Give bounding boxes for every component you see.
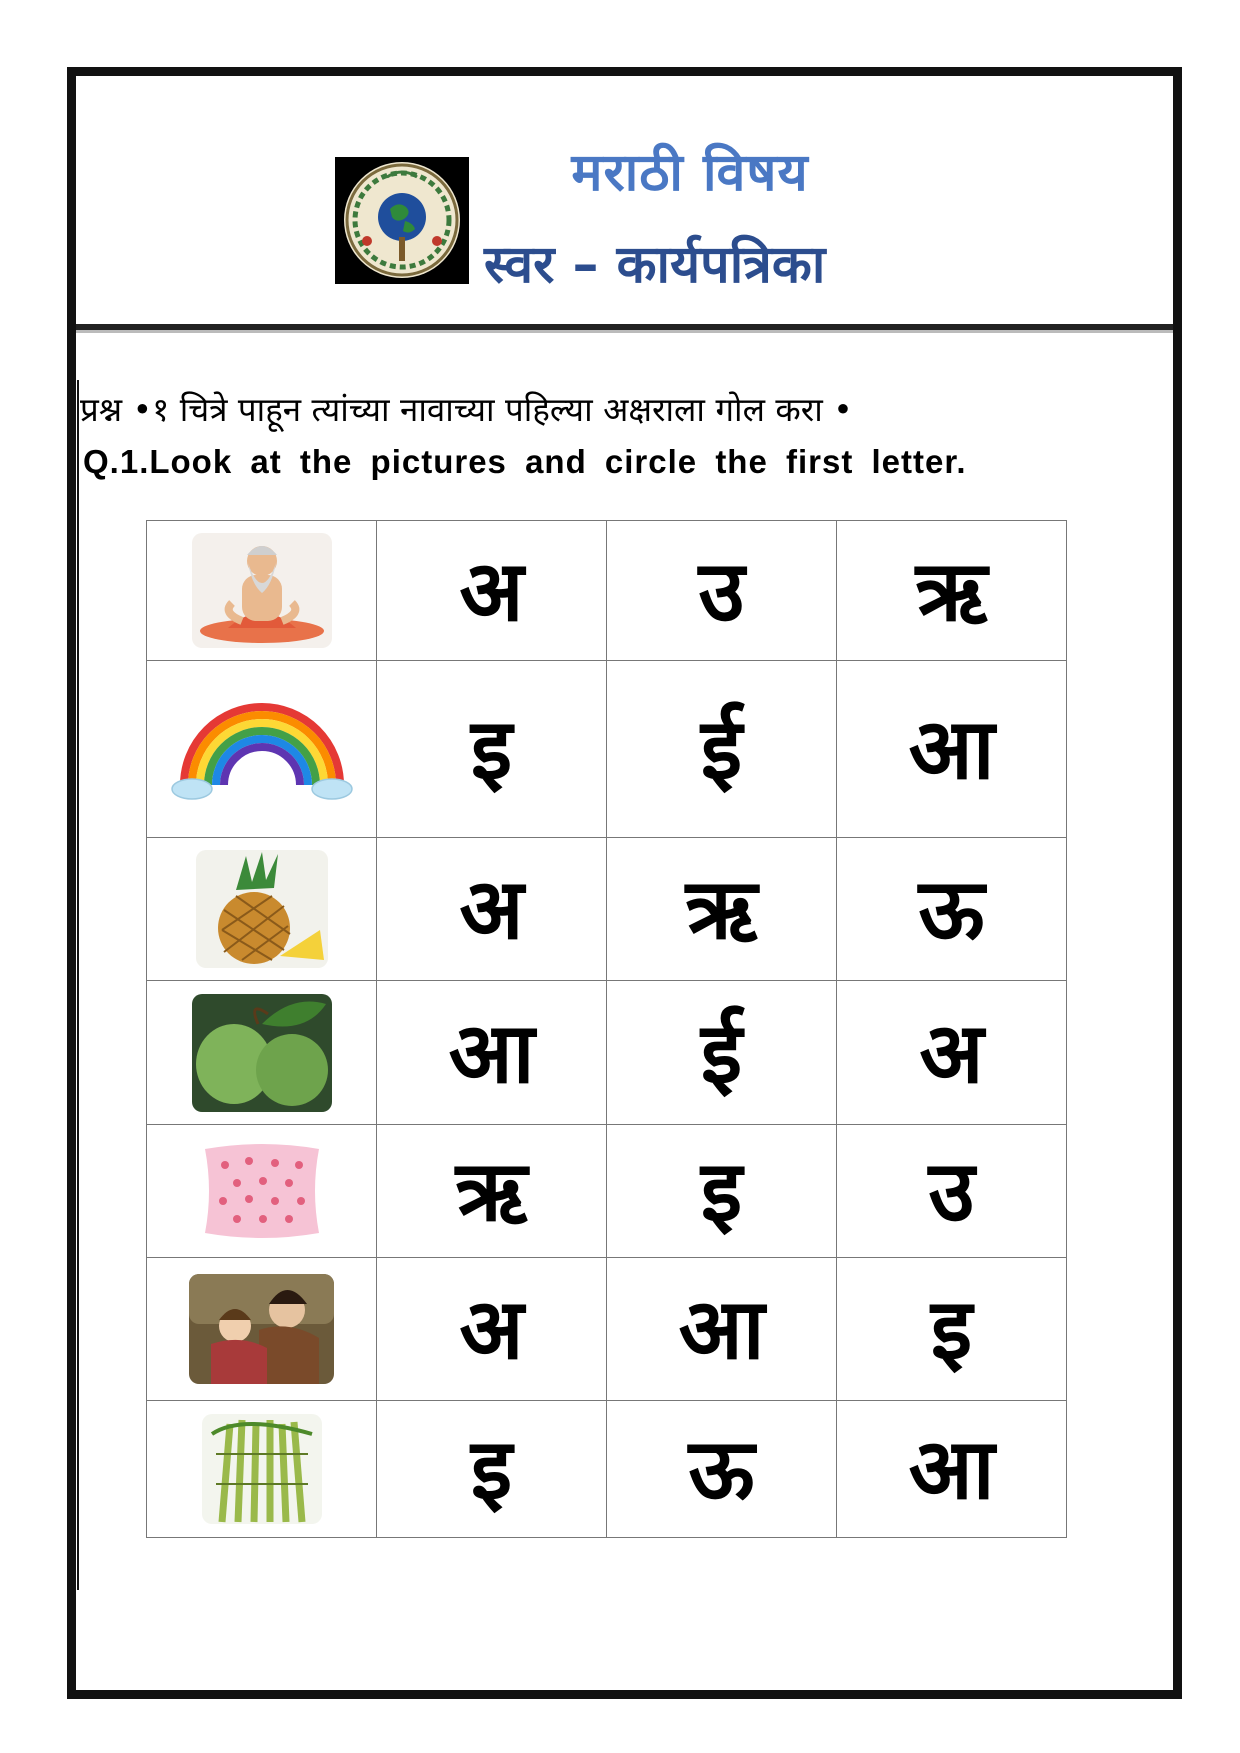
option-letter[interactable]: ई (607, 661, 837, 838)
sugarcane-icon (202, 1414, 322, 1524)
question-marathi: प्रश्न •१ चित्रे पाहून त्यांच्या नावाच्या पहिल्या अक्षराला गोल करा • (80, 390, 853, 429)
option-letter[interactable]: इ (837, 1258, 1067, 1401)
rainbow-icon (170, 697, 354, 802)
school-emblem-icon (335, 157, 469, 284)
picture-cell (147, 838, 377, 981)
table-row (147, 661, 1067, 838)
option-letter[interactable]: ऊ (837, 838, 1067, 981)
left-margin-line (77, 380, 79, 1590)
option-letter[interactable]: उ (607, 521, 837, 661)
option-letter[interactable]: अ (377, 838, 607, 981)
question-english: Q.1.Look at the pictures and circle the first letter. (83, 443, 967, 480)
option-letter[interactable]: ऋ (607, 838, 837, 981)
option-letter[interactable]: आ (607, 1258, 837, 1401)
picture-cell (147, 1125, 377, 1258)
option-letter[interactable]: आ (837, 1401, 1067, 1538)
letter-grid (146, 520, 1067, 1538)
sage-meditating-icon (192, 533, 332, 648)
pillow-icon (197, 1139, 327, 1244)
option-letter[interactable]: ई (607, 981, 837, 1125)
option-letter[interactable]: इ (607, 1125, 837, 1258)
table-row (147, 1125, 1067, 1258)
option-letter[interactable]: अ (377, 1258, 607, 1401)
option-letter[interactable]: इ (377, 1401, 607, 1538)
table-row (147, 838, 1067, 981)
mother-child-icon (189, 1274, 334, 1384)
option-letter[interactable]: इ (377, 661, 607, 838)
picture-cell (147, 521, 377, 661)
picture-cell (147, 661, 377, 838)
subject-title: मराठी विषय (571, 143, 809, 203)
pineapple-icon (196, 850, 328, 968)
table-row (147, 1258, 1067, 1401)
option-letter[interactable]: आ (837, 661, 1067, 838)
picture-cell (147, 1401, 377, 1538)
table-row (147, 981, 1067, 1125)
option-letter[interactable]: अ (837, 981, 1067, 1125)
option-letter[interactable]: ऋ (837, 521, 1067, 661)
option-letter[interactable]: उ (837, 1125, 1067, 1258)
guava-icon (192, 994, 332, 1112)
option-letter[interactable]: ऊ (607, 1401, 837, 1538)
header-divider (76, 324, 1173, 333)
option-letter[interactable]: अ (377, 521, 607, 661)
option-letter[interactable]: ऋ (377, 1125, 607, 1258)
picture-cell (147, 981, 377, 1125)
worksheet-title: स्वर – कार्यपत्रिका (484, 235, 826, 295)
picture-cell (147, 1258, 377, 1401)
table-row (147, 521, 1067, 661)
table-row (147, 1401, 1067, 1538)
option-letter[interactable]: आ (377, 981, 607, 1125)
